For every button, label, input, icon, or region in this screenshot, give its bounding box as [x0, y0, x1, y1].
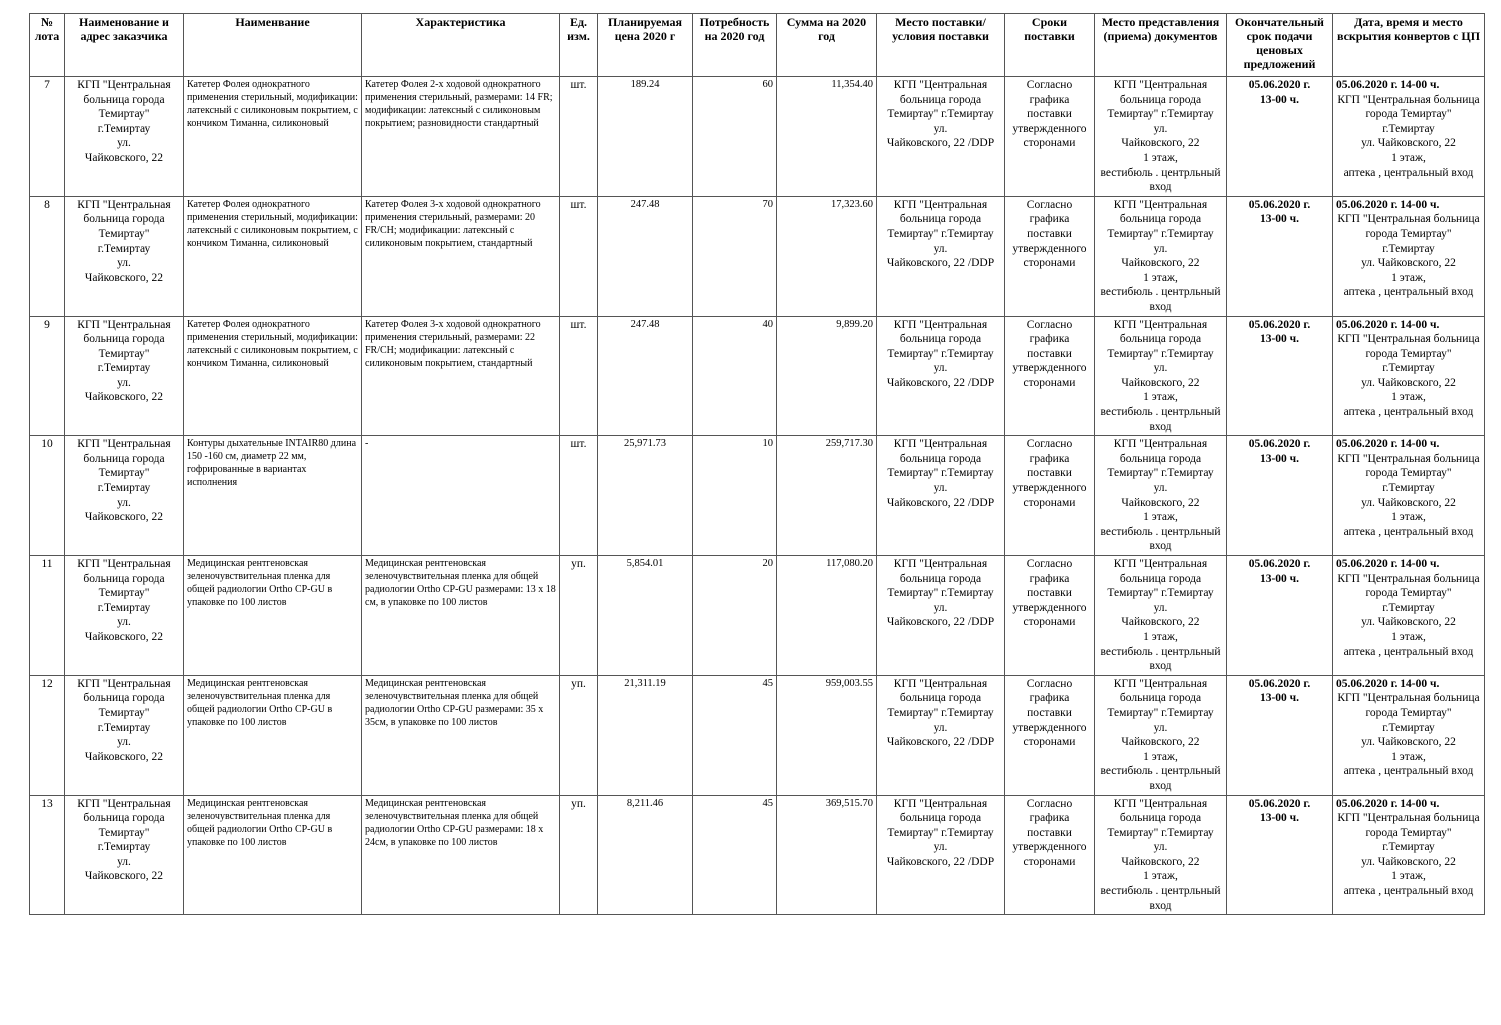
- price-cell: 21,311.19: [598, 675, 693, 795]
- table-row: [30, 795, 1485, 915]
- header-row: [30, 14, 1485, 77]
- customer-cell: КГП "Центральная больница города Темиртау" г.Темиртау ул. Чайковского, 22: [65, 196, 184, 316]
- opening-place: КГП "Центральная больница города Темиртау" г.Темиртау ул. Чайковского, 22 1 этаж, аптека , центральный вход: [1337, 812, 1480, 898]
- deadline-cell: 05.06.2020 г. 13-00 ч.: [1227, 436, 1333, 556]
- delivery-terms-cell: Согласно графика поставки утвержденного сторонами: [1005, 556, 1095, 676]
- customer-cell: КГП "Центральная больница города Темиртау" г.Темиртау ул. Чайковского, 22: [65, 795, 184, 915]
- price-cell: 247.48: [598, 196, 693, 316]
- qty-cell: 45: [693, 795, 777, 915]
- lot-number: 7: [30, 77, 65, 197]
- opening-datetime: 05.06.2020 г. 14-00 ч.: [1336, 318, 1440, 331]
- header-lot-number: № лота: [30, 14, 65, 77]
- header-spec: Характеристика: [362, 14, 560, 77]
- docs-place-cell: КГП "Центральная больница города Темиртау" г.Темиртау ул. Чайковского, 22 1 этаж, вестибюль . центрльный вход: [1095, 436, 1227, 556]
- delivery-place-cell: КГП "Центральная больница города Темиртау" г.Темиртау ул. Чайковского, 22 /DDP: [877, 316, 1005, 436]
- header-docs-place: Место представления (приема) документов: [1095, 14, 1227, 77]
- docs-place-cell: КГП "Центральная больница города Темиртау" г.Темиртау ул. Чайковского, 22 1 этаж, вестибюль . центрльный вход: [1095, 675, 1227, 795]
- opening-cell: [1333, 675, 1485, 795]
- unit-cell: уп.: [560, 795, 598, 915]
- sum-cell: 17,323.60: [777, 196, 877, 316]
- price-cell: 247.48: [598, 316, 693, 436]
- header-delivery-place: Место поставки/условия поставки: [877, 14, 1005, 77]
- delivery-place-cell: КГП "Центральная больница города Темиртау" г.Темиртау ул. Чайковского, 22 /DDP: [877, 196, 1005, 316]
- opening-cell: [1333, 436, 1485, 556]
- lot-number: 10: [30, 436, 65, 556]
- opening-datetime: 05.06.2020 г. 14-00 ч.: [1336, 677, 1440, 690]
- deadline-cell: 05.06.2020 г. 13-00 ч.: [1227, 675, 1333, 795]
- item-spec-cell: Медицинская рентгеновская зеленочувствительная пленка для общей радиологии Ortho CP-GU размерами: 18 х 24см, в упаковке по 100 листов: [362, 795, 560, 915]
- docs-place-cell: КГП "Центральная больница города Темиртау" г.Темиртау ул. Чайковского, 22 1 этаж, вестибюль . центрльный вход: [1095, 77, 1227, 197]
- unit-cell: уп.: [560, 675, 598, 795]
- opening-place: КГП "Центральная больница города Темиртау" г.Темиртау ул. Чайковского, 22 1 этаж, аптека , центральный вход: [1337, 452, 1480, 538]
- opening-place: КГП "Центральная больница города Темиртау" г.Темиртау ул. Чайковского, 22 1 этаж, аптека , центральный вход: [1337, 333, 1480, 419]
- opening-cell: [1333, 77, 1485, 197]
- opening-datetime: 05.06.2020 г. 14-00 ч.: [1336, 797, 1440, 810]
- header-customer: Наименование и адрес заказчика: [65, 14, 184, 77]
- opening-place: КГП "Центральная больница города Темиртау" г.Темиртау ул. Чайковского, 22 1 этаж, аптека , центральный вход: [1337, 93, 1480, 179]
- unit-cell: шт.: [560, 77, 598, 197]
- customer-cell: КГП "Центральная больница города Темиртау" г.Темиртау ул. Чайковского, 22: [65, 316, 184, 436]
- sum-cell: 369,515.70: [777, 795, 877, 915]
- opening-cell: [1333, 316, 1485, 436]
- deadline-cell: 05.06.2020 г. 13-00 ч.: [1227, 77, 1333, 197]
- header-sum: Сумма на 2020 год: [777, 14, 877, 77]
- delivery-place-cell: КГП "Центральная больница города Темиртау" г.Темиртау ул. Чайковского, 22 /DDP: [877, 675, 1005, 795]
- header-unit: Ед. изм.: [560, 14, 598, 77]
- opening-datetime: 05.06.2020 г. 14-00 ч.: [1336, 198, 1440, 211]
- delivery-terms-cell: Согласно графика поставки утвержденного сторонами: [1005, 675, 1095, 795]
- procurement-lots-table: [29, 13, 1485, 915]
- qty-cell: 20: [693, 556, 777, 676]
- sum-cell: 959,003.55: [777, 675, 877, 795]
- unit-cell: шт.: [560, 436, 598, 556]
- sum-cell: 259,717.30: [777, 436, 877, 556]
- header-name: Наименвание: [184, 14, 362, 77]
- item-spec-cell: Медицинская рентгеновская зеленочувствительная пленка для общей радиологии Ortho CP-GU размерами: 35 х 35см, в упаковке по 100 листов: [362, 675, 560, 795]
- table-row: [30, 436, 1485, 556]
- docs-place-cell: КГП "Центральная больница города Темиртау" г.Темиртау ул. Чайковского, 22 1 этаж, вестибюль . центрльный вход: [1095, 196, 1227, 316]
- unit-cell: шт.: [560, 196, 598, 316]
- header-delivery-terms: Сроки поставки: [1005, 14, 1095, 77]
- table-row: [30, 77, 1485, 197]
- docs-place-cell: КГП "Центральная больница города Темиртау" г.Темиртау ул. Чайковского, 22 1 этаж, вестибюль . центрльный вход: [1095, 795, 1227, 915]
- opening-place: КГП "Центральная больница города Темиртау" г.Темиртау ул. Чайковского, 22 1 этаж, аптека , центральный вход: [1337, 213, 1480, 299]
- header-price: Планируемая цена 2020 г: [598, 14, 693, 77]
- item-name-cell: Медицинская рентгеновская зеленочувствительная пленка для общей радиологии Ortho CP-GU в упаковке по 100 листов: [184, 675, 362, 795]
- customer-cell: КГП "Центральная больница города Темиртау" г.Темиртау ул. Чайковского, 22: [65, 77, 184, 197]
- item-spec-cell: Катетер Фолея 2-х ходовой однократного применения стерильный, размерами: 14 FR; модификации: латексный с силиконовым покрытием; разновидности стандартный: [362, 77, 560, 197]
- item-spec-cell: Медицинская рентгеновская зеленочувствительная пленка для общей радиологии Ortho CP-GU размерами: 13 х 18 см, в упаковке по 100 листов: [362, 556, 560, 676]
- delivery-place-cell: КГП "Центральная больница города Темиртау" г.Темиртау ул. Чайковского, 22 /DDP: [877, 556, 1005, 676]
- opening-datetime: 05.06.2020 г. 14-00 ч.: [1336, 558, 1440, 570]
- lot-number: 9: [30, 316, 65, 436]
- sum-cell: 9,899.20: [777, 316, 877, 436]
- opening-datetime: 05.06.2020 г. 14-00 ч.: [1336, 438, 1440, 451]
- customer-cell: КГП "Центральная больница города Темиртау" г.Темиртау ул. Чайковского, 22: [65, 556, 184, 676]
- deadline-cell: 05.06.2020 г. 13-00 ч.: [1227, 556, 1333, 676]
- item-name-cell: Медицинская рентгеновская зеленочувствительная пленка для общей радиологии Ortho CP-GU в упаковке по 100 листов: [184, 795, 362, 915]
- item-name-cell: Катетер Фолея однократного применения стерильный, модификации: латексный с силиконовым покрытием, с кончиком Тиманна, силиконовый: [184, 196, 362, 316]
- docs-place-cell: КГП "Центральная больница города Темиртау" г.Темиртау ул. Чайковского, 22 1 этаж, вестибюль . центрльный вход: [1095, 316, 1227, 436]
- qty-cell: 70: [693, 196, 777, 316]
- delivery-terms-cell: Согласно графика поставки утвержденного сторонами: [1005, 196, 1095, 316]
- unit-cell: шт.: [560, 316, 598, 436]
- header-qty: Потребность на 2020 год: [693, 14, 777, 77]
- opening-cell: [1333, 556, 1485, 676]
- table-row: [30, 196, 1485, 316]
- opening-place: КГП "Центральная больница города Темиртау" г.Темиртау ул. Чайковского, 22 1 этаж, аптека , центральный вход: [1337, 572, 1480, 658]
- item-spec-cell: Катетер Фолея 3-х ходовой однократного применения стерильный, размерами: 20 FR/CH; модификации: латексный с силиконовым покрытием, стандартный: [362, 196, 560, 316]
- docs-place-cell: КГП "Центральная больница города Темиртау" г.Темиртау ул. Чайковского, 22 1 этаж, вестибюль . центрльный вход: [1095, 556, 1227, 676]
- unit-cell: уп.: [560, 556, 598, 676]
- item-name-cell: Катетер Фолея однократного применения стерильный, модификации: латексный с силиконовым покрытием, с кончиком Тиманна, силиконовый: [184, 77, 362, 197]
- qty-cell: 10: [693, 436, 777, 556]
- item-spec-cell: Катетер Фолея 3-х ходовой однократного применения стерильный, размерами: 22 FR/CH; модификации: латексный с силиконовым покрытием, стандартный: [362, 316, 560, 436]
- table-row: [30, 556, 1485, 676]
- qty-cell: 40: [693, 316, 777, 436]
- table-row: [30, 316, 1485, 436]
- opening-cell: [1333, 795, 1485, 915]
- lot-number: 11: [30, 556, 65, 676]
- deadline-cell: 05.06.2020 г. 13-00 ч.: [1227, 795, 1333, 915]
- delivery-terms-cell: Согласно графика поставки утвержденного сторонами: [1005, 795, 1095, 915]
- delivery-place-cell: КГП "Центральная больница города Темиртау" г.Темиртау ул. Чайковского, 22 /DDP: [877, 77, 1005, 197]
- opening-place: КГП "Центральная больница города Темиртау" г.Темиртау ул. Чайковского, 22 1 этаж, аптека , центральный вход: [1337, 692, 1480, 778]
- lot-number: 13: [30, 795, 65, 915]
- lot-number: 8: [30, 196, 65, 316]
- customer-cell: КГП "Центральная больница города Темиртау" г.Темиртау ул. Чайковского, 22: [65, 675, 184, 795]
- delivery-terms-cell: Согласно графика поставки утвержденного сторонами: [1005, 316, 1095, 436]
- delivery-terms-cell: Согласно графика поставки утвержденного сторонами: [1005, 77, 1095, 197]
- delivery-terms-cell: Согласно графика поставки утвержденного сторонами: [1005, 436, 1095, 556]
- delivery-place-cell: КГП "Центральная больница города Темиртау" г.Темиртау ул. Чайковского, 22 /DDP: [877, 795, 1005, 915]
- item-name-cell: Контуры дыхательные INTAIR80 длина 150 -160 см, диаметр 22 мм, гофрированные в вариантах исполнения: [184, 436, 362, 556]
- header-opening: Дата, время и место вскрытия конвертов с ЦП: [1333, 14, 1485, 77]
- delivery-place-cell: КГП "Центральная больница города Темиртау" г.Темиртау ул. Чайковского, 22 /DDP: [877, 436, 1005, 556]
- deadline-cell: 05.06.2020 г. 13-00 ч.: [1227, 316, 1333, 436]
- price-cell: 25,971.73: [598, 436, 693, 556]
- opening-datetime: 05.06.2020 г. 14-00 ч.: [1336, 79, 1440, 91]
- price-cell: 189.24: [598, 77, 693, 197]
- price-cell: 5,854.01: [598, 556, 693, 676]
- header-deadline: Окончательный срок подачи ценовых предложений: [1227, 14, 1333, 77]
- sum-cell: 117,080.20: [777, 556, 877, 676]
- customer-cell: КГП "Центральная больница города Темиртау" г.Темиртау ул. Чайковского, 22: [65, 436, 184, 556]
- sum-cell: 11,354.40: [777, 77, 877, 197]
- deadline-cell: 05.06.2020 г. 13-00 ч.: [1227, 196, 1333, 316]
- qty-cell: 60: [693, 77, 777, 197]
- item-spec-cell: -: [362, 436, 560, 556]
- qty-cell: 45: [693, 675, 777, 795]
- lot-number: 12: [30, 675, 65, 795]
- price-cell: 8,211.46: [598, 795, 693, 915]
- table-row: [30, 675, 1485, 795]
- item-name-cell: Медицинская рентгеновская зеленочувствительная пленка для общей радиологии Ortho CP-GU в упаковке по 100 листов: [184, 556, 362, 676]
- item-name-cell: Катетер Фолея однократного применения стерильный, модификации: латексный с силиконовым покрытием, с кончиком Тиманна, силиконовый: [184, 316, 362, 436]
- opening-cell: [1333, 196, 1485, 316]
